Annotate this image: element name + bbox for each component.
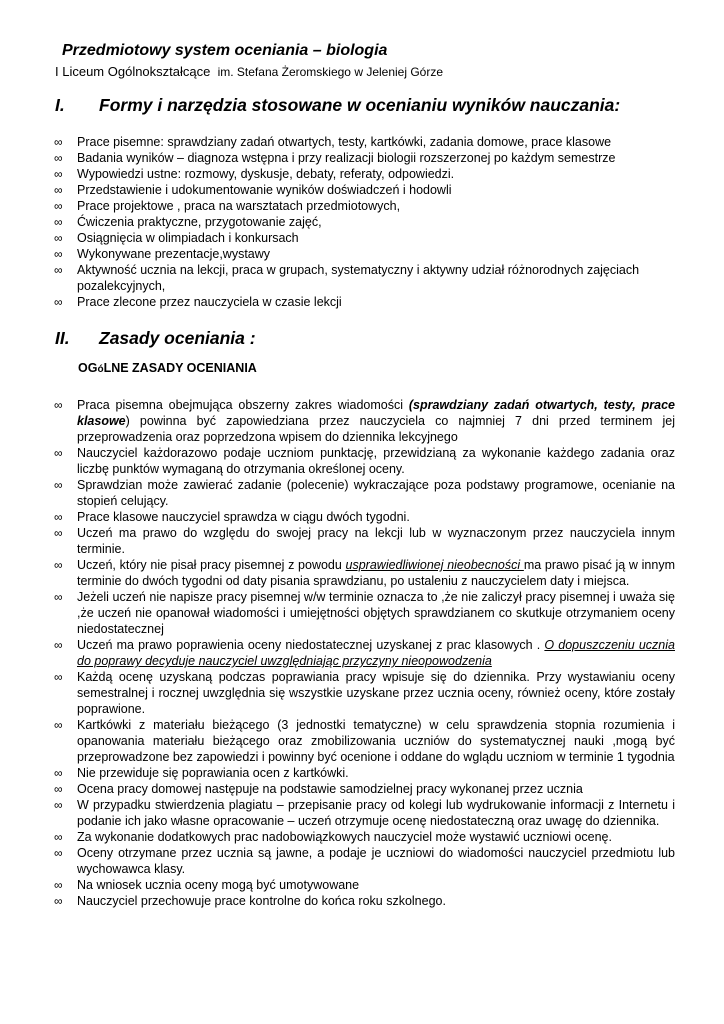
- list-item: ∞ Aktywność ucznia na lekcji, praca w grupach, systematyczny i aktywny udział różnorodnych zajęciach pozalekcyjnych,: [54, 263, 640, 293]
- section-2-heading: [55, 328, 256, 349]
- list-item: ∞ W przypadku stwierdzenia plagiatu – przepisanie pracy od kolegi lub wydrukowanie informacji z Internetu i podanie ich jako własne opracowanie – uczeń otrzymuje ocenę niedostateczną oraz uwagę do dziennika.: [54, 798, 675, 828]
- list-item: ∞ Prace zlecone przez nauczyciela w czasie lekcji: [54, 295, 342, 309]
- list-item: ∞ Sprawdzian może zawierać zadanie (polecenie) wykraczające poza podstawy programowe, ocenianie na stopień celujący.: [54, 478, 675, 508]
- list-item: ∞ Nauczyciel przechowuje prace kontrolne do końca roku szkolnego.: [54, 894, 446, 908]
- infinity-bullet-icon: ∞: [54, 718, 63, 732]
- list-item: ∞ Uczeń, który nie pisał pracy pisemnej z powodu usprawiedliwionej nieobecności ma prawo pisać ją w innym terminie do dwóch tygodni od daty pisania sprawdzianu, po ustaleniu z nauczycielem daty i miejsca.: [54, 558, 675, 588]
- infinity-bullet-icon: ∞: [54, 183, 63, 197]
- school-name: I Liceum Ogólnokształcące: [55, 64, 211, 79]
- list-item: ∞ Uczeń ma prawo poprawienia oceny niedostatecznej uzyskanej z prac klasowych . O dopuszczeniu ucznia do poprawy decyduje nauczyciel uwzględniając przyczyny nieopowodzenia: [54, 638, 675, 668]
- list-item: ∞ Uczeń ma prawo do względu do swojej pracy na lekcji lub w wyznaczonym przez nauczyciela innym terminie.: [54, 526, 675, 556]
- infinity-bullet-icon: ∞: [54, 151, 63, 165]
- list-item: ∞ Jeżeli uczeń nie napisze pracy pisemnej w/w terminie oznacza to ,że nie zaliczył pracy pisemnej i uważa się ,że uczeń nie opanował wiadomości i umiejętności objętych sprawdzianem co skutkuje otrzymaniem oceny niedostatecznej: [54, 590, 675, 636]
- infinity-bullet-icon: ∞: [54, 167, 63, 181]
- infinity-bullet-icon: ∞: [54, 478, 63, 492]
- section-1-title: Formy i narzędzia stosowane w ocenianiu wyników nauczania:: [99, 95, 621, 115]
- forms-list: [0, 134, 724, 310]
- list-item: ∞ Nauczyciel każdorazowo podaje uczniom punktację, przewidzianą za wykonanie każdego zadania oraz liczbę punktów wymaganą do otrzymania określonej oceny.: [54, 446, 675, 476]
- section-2-number: II.: [55, 328, 70, 348]
- list-item: ∞ Prace klasowe nauczyciel sprawdza w ciągu dwóch tygodni.: [54, 510, 410, 524]
- infinity-bullet-icon: ∞: [54, 638, 63, 652]
- list-item: ∞ Prace projektowe , praca na warsztatach przedmiotowych,: [54, 199, 401, 213]
- infinity-bullet-icon: ∞: [54, 830, 63, 844]
- infinity-bullet-icon: ∞: [54, 263, 63, 277]
- infinity-bullet-icon: ∞: [54, 398, 63, 412]
- school-patron: im. Stefana Żeromskiego w Jeleniej Górze: [217, 65, 444, 79]
- infinity-bullet-icon: ∞: [54, 670, 63, 684]
- infinity-bullet-icon: ∞: [54, 526, 63, 540]
- list-item: ∞ Kartkówki z materiału bieżącego (3 jednostki tematyczne) w celu sprawdzenia stopnia rozumienia i opanowania materiału bieżącego oraz zmobilizowania uczniów do systematycznej nauki ,mogą być przeprowadzone bez zapowiedzi i powinny być ocenione i oddane do wglądu uczniom w terminie 1 tygodnia: [54, 718, 675, 764]
- school-name-line: [55, 64, 443, 79]
- infinity-bullet-icon: ∞: [54, 846, 63, 860]
- infinity-bullet-icon: ∞: [54, 510, 63, 524]
- list-item: ∞ Wypowiedzi ustne: rozmowy, dyskusje, debaty, referaty, odpowiedzi.: [54, 167, 455, 181]
- infinity-bullet-icon: ∞: [54, 135, 63, 149]
- list-item: ∞ Nie przewiduje się poprawiania ocen z kartkówki.: [54, 766, 349, 780]
- section-2-title: Zasady oceniania :: [99, 328, 256, 348]
- infinity-bullet-icon: ∞: [54, 446, 63, 460]
- list-item: ∞ Oceny otrzymane przez ucznia są jawne, a podaje je uczniowi do wiadomości nauczyciel przedmiotu lub wychowawca klasy.: [54, 846, 675, 876]
- general-rules-subheading: OGóLNE ZASADY OCENIANIA: [78, 361, 257, 375]
- list-item: ∞ Prace pisemne: sprawdziany zadań otwartych, testy, kartkówki, zadania domowe, prace klasowe: [54, 135, 612, 149]
- infinity-bullet-icon: ∞: [54, 558, 63, 572]
- infinity-bullet-icon: ∞: [54, 878, 63, 892]
- list-item: ∞ Wykonywane prezentacje,wystawy: [54, 247, 271, 261]
- section-1-heading: [55, 95, 620, 116]
- section-1-number: I.: [55, 95, 65, 115]
- list-item: ∞ Osiągnięcia w olimpiadach i konkursach: [54, 231, 299, 245]
- infinity-bullet-icon: ∞: [54, 894, 63, 908]
- list-item: ∞ Ćwiczenia praktyczne, przygotowanie zajęć,: [54, 215, 322, 229]
- list-item: ∞ Badania wyników – diagnoza wstępna i przy realizacji biologii rozszerzonej po każdym semestrze: [54, 151, 616, 165]
- infinity-bullet-icon: ∞: [54, 766, 63, 780]
- infinity-bullet-icon: ∞: [54, 782, 63, 796]
- document-title: Przedmiotowy system oceniania – biologia: [62, 42, 388, 59]
- list-item: ∞ Przedstawienie i udokumentowanie wyników doświadczeń i hodowli: [54, 183, 452, 197]
- infinity-bullet-icon: ∞: [54, 199, 63, 213]
- list-item: ∞ Ocena pracy domowej następuje na podstawie samodzielnej pracy wykonanej przez ucznia: [54, 782, 583, 796]
- infinity-bullet-icon: ∞: [54, 295, 63, 309]
- infinity-bullet-icon: ∞: [54, 215, 63, 229]
- infinity-bullet-icon: ∞: [54, 231, 63, 245]
- list-item: ∞ Za wykonanie dodatkowych prac nadobowiązkowych nauczyciel może wystawić uczniowi ocenę.: [54, 830, 612, 844]
- list-item: ∞ Każdą ocenę uzyskaną podczas poprawiania pracy wpisuje się do dziennika. Przy wystawianiu oceny semestralnej i rocznej uwzględnia się wszystkie uzyskane przez ucznia oceny, również oceny, które zostały poprawione.: [54, 670, 675, 716]
- infinity-bullet-icon: ∞: [54, 590, 63, 604]
- list-item: ∞ Na wniosek ucznia oceny mogą być umotywowane: [54, 878, 360, 892]
- infinity-bullet-icon: ∞: [54, 798, 63, 812]
- infinity-bullet-icon: ∞: [54, 247, 63, 261]
- list-item: ∞ Praca pisemna obejmująca obszerny zakres wiadomości (sprawdziany zadań otwartych, testy, prace klasowe) powinna być zapowiedziana przez nauczyciela co najmniej 7 dni przed terminem jej przeprowadzenia oraz poprzedzona wpisem do dziennika lekcyjnego: [54, 398, 675, 444]
- rules-list: [0, 397, 724, 909]
